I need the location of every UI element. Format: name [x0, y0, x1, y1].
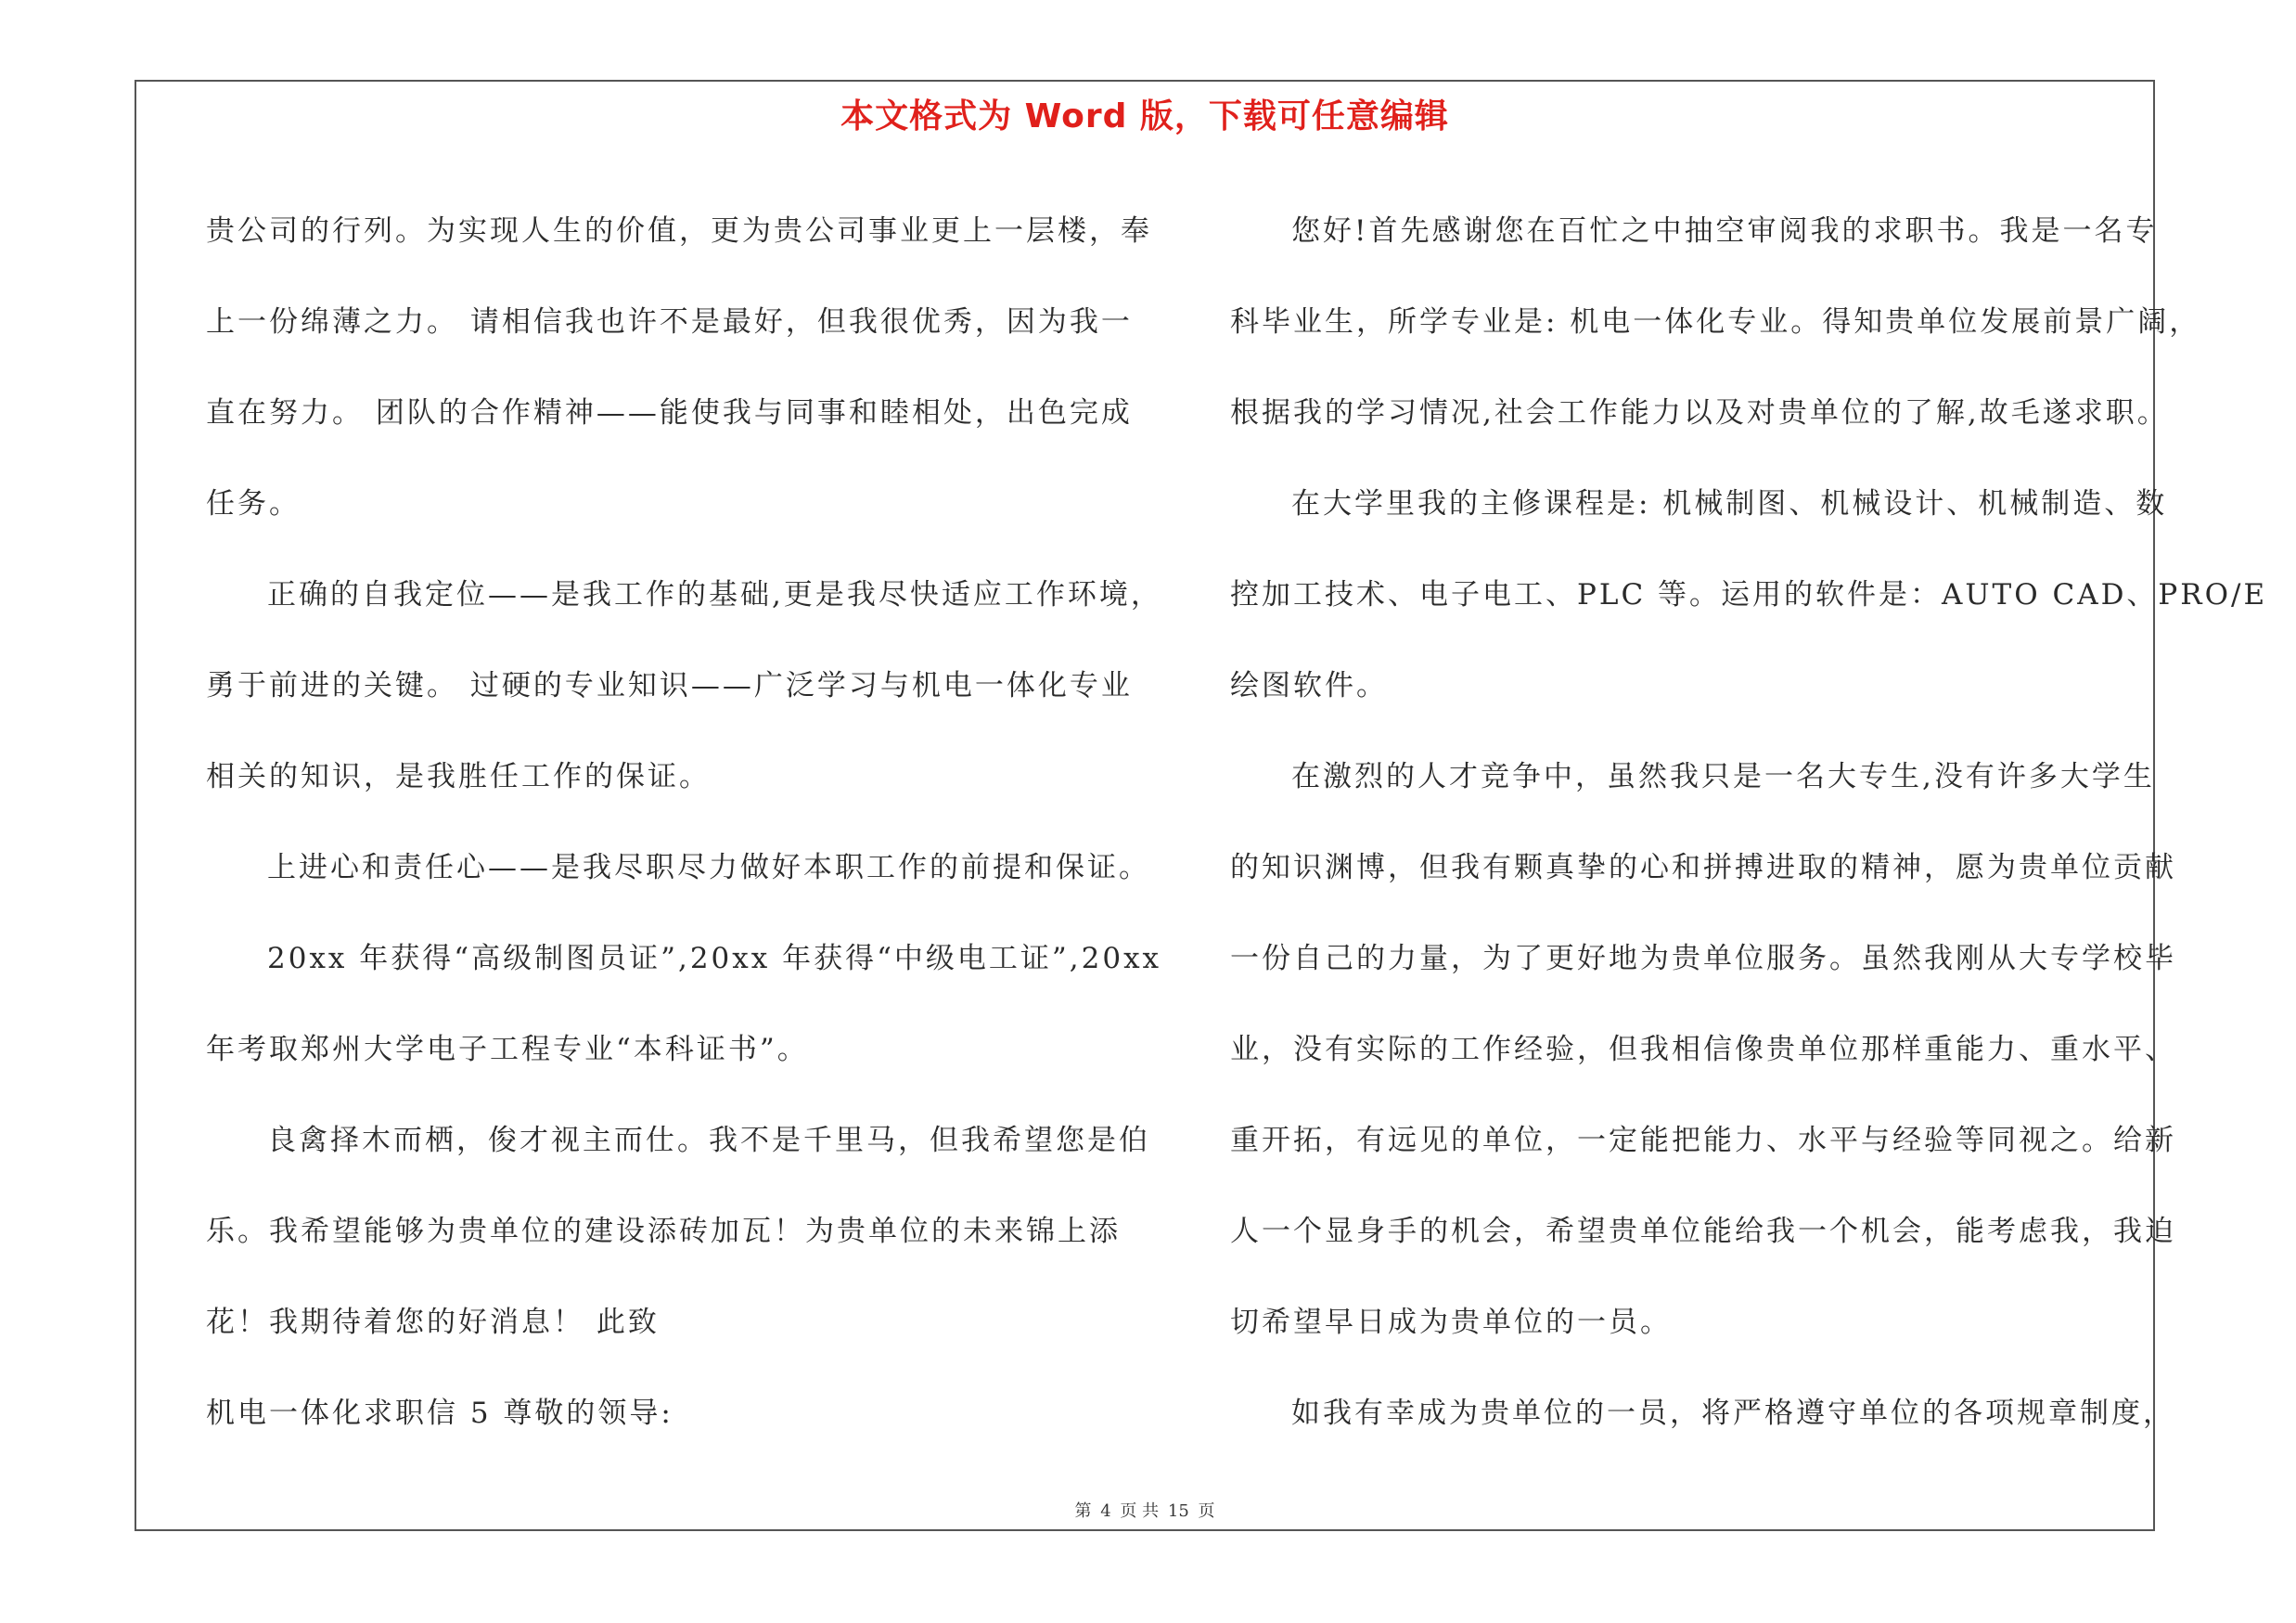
text-line: 一份自己的力量，为了更好地为贵单位服务。虽然我刚从大专学校毕 [1230, 942, 2176, 975]
text-line: 业，没有实际的工作经验，但我相信像贵单位那样重能力、重水平、 [1230, 1033, 2176, 1066]
text-line: 直在努力。 团队的合作精神——能使我与同事和睦相处，出色完成 [206, 396, 1133, 430]
page-frame [135, 80, 2268, 1531]
text-line: 控加工技术、电子电工、PLC 等。运用的软件是：AUTO CAD、PRO/E [1230, 578, 2268, 612]
text-line: 机电一体化求职信 5 尊敬的领导: [206, 1397, 673, 1430]
footer-suffix: 页 [1198, 1501, 1215, 1521]
format-banner: 本文格式为 Word 版，下载可任意编辑 [840, 97, 1449, 135]
text-line: 花！我期待着您的好消息！ 此致 [206, 1306, 660, 1339]
text-line: 在激烈的人才竞争中，虽然我只是一名大专生,没有许多大学生 [1291, 760, 2155, 793]
text-line: 上进心和责任心——是我尽职尽力做好本职工作的前提和保证。 [267, 851, 1150, 884]
text-line: 您好!首先感谢您在百忙之中抽空审阅我的求职书。我是一名专 [1291, 214, 2158, 248]
text-line: 的知识渊博，但我有颗真挚的心和拼搏进取的精神，愿为贵单位贡献 [1230, 851, 2176, 884]
current-page-number: 4 [1100, 1501, 1111, 1521]
text-line: 任务。 [206, 487, 301, 521]
text-line: 科毕业生，所学专业是: 机电一体化专业。得知贵单位发展前景广阔， [1230, 305, 2201, 339]
page-footer [136, 1498, 2153, 1522]
right-text-column [1230, 186, 2268, 1459]
text-line: 重开拓，有远见的单位，一定能把能力、水平与经验等同视之。给新 [1230, 1124, 2176, 1157]
text-line: 切希望早日成为贵单位的一员。 [1230, 1306, 1672, 1339]
text-line: 根据我的学习情况,社会工作能力以及对贵单位的了解,故毛遂求职。 [1230, 396, 2169, 430]
total-page-count: 15 [1167, 1501, 1189, 1521]
text-line: 贵公司的行列。为实现人生的价值，更为贵公司事业更上一层楼，奉 [206, 214, 1152, 248]
text-line: 相关的知识，是我胜任工作的保证。 [206, 760, 711, 793]
text-line: 人一个显身手的机会，希望贵单位能给我一个机会，能考虑我，我迫 [1230, 1215, 2176, 1248]
text-line: 良禽择木而栖，俊才视主而仕。我不是千里马，但我希望您是伯 [267, 1124, 1150, 1157]
text-line: 上一份绵薄之力。 请相信我也许不是最好，但我很优秀，因为我一 [206, 305, 1133, 339]
footer-middle: 页 共 [1120, 1501, 1160, 1521]
text-line: 乐。我希望能够为贵单位的建设添砖加瓦！为贵单位的未来锦上添 [206, 1215, 1121, 1248]
text-line: 如我有幸成为贵单位的一员，将严格遵守单位的各项规章制度， [1291, 1397, 2174, 1430]
text-line: 20xx 年获得“高级制图员证”,20xx 年获得“中级电工证”,20xx [267, 942, 1162, 975]
text-line: 绘图软件。 [1230, 669, 1388, 702]
footer-prefix: 第 [1074, 1501, 1092, 1521]
text-line: 勇于前进的关键。 过硬的专业知识——广泛学习与机电一体化专业 [206, 669, 1133, 702]
text-line: 年考取郑州大学电子工程专业“本科证书”。 [206, 1033, 809, 1066]
left-text-column [206, 186, 1162, 1459]
text-line: 正确的自我定位——是我工作的基础,更是我尽快适应工作环境， [267, 578, 1162, 612]
text-line: 在大学里我的主修课程是: 机械制图、机械设计、机械制造、数 [1291, 487, 2168, 521]
